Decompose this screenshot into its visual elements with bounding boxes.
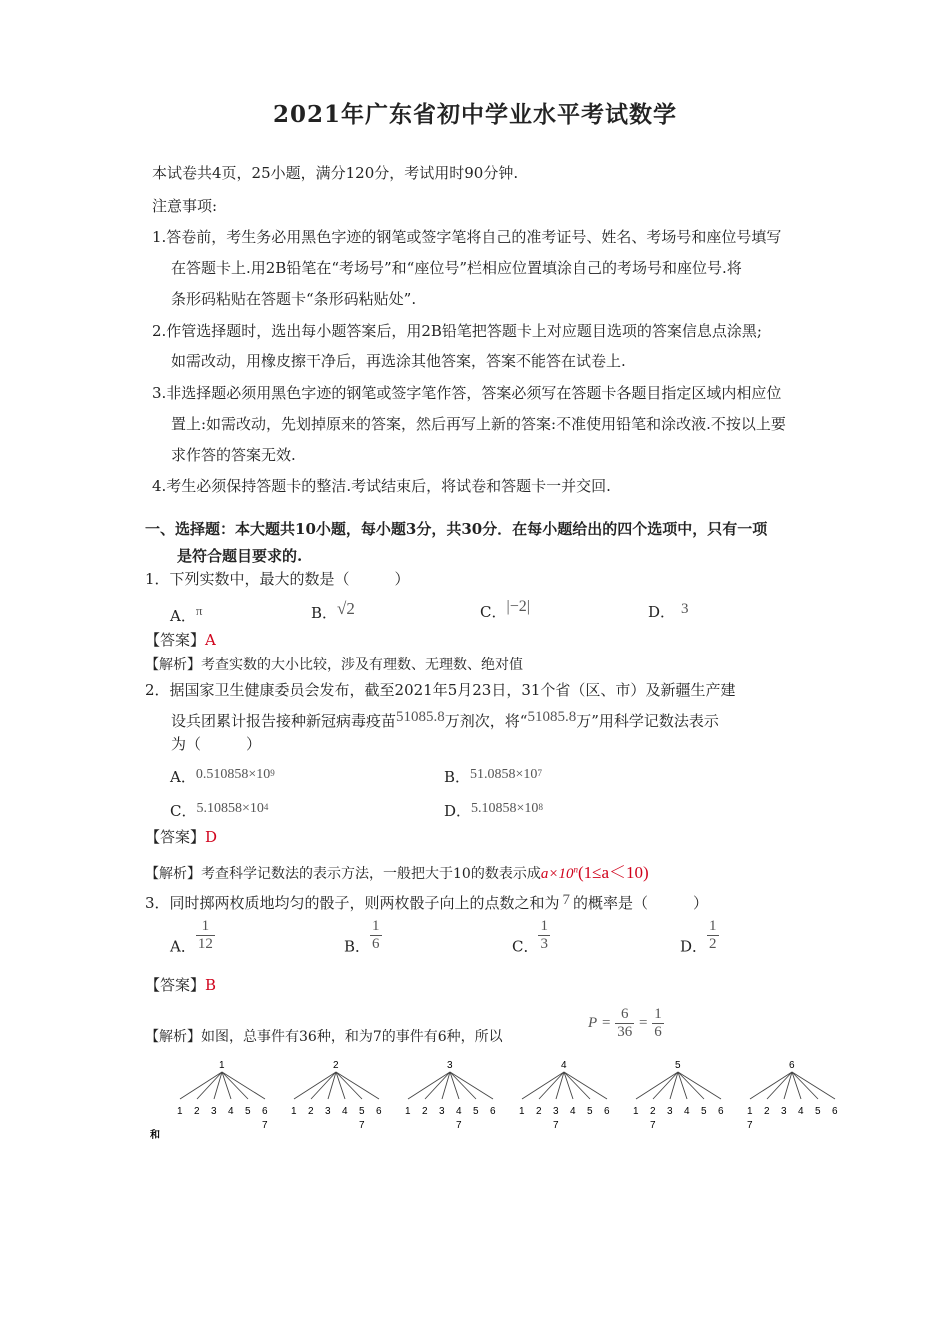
q2-stem-line-1: 2．据国家卫生健康委员会发布，截至2021年5月23日，31个省（区、市）及新疆生产建 [145,681,736,699]
tree-leaf-label: 1 [177,1106,183,1117]
q1-option-d [648,601,689,622]
notes-heading: 注意事项: [152,197,218,215]
formula-fraction-1 [615,1006,634,1041]
tree-leaf-label: 6 [718,1106,724,1117]
tree-leaf-label: 2 [422,1106,428,1117]
option-label: C． [170,802,197,820]
tree-leaf-label: 5 [701,1106,707,1117]
option-label: A． [170,937,196,956]
q2-option-d [444,800,543,821]
note-4-line-1: 4.考生必须保持答题卡的整洁.考试结束后，将试卷和答题卡一并交回. [152,477,611,495]
tree-root-label: 5 [675,1060,681,1071]
option-label: C． [512,937,539,956]
analysis-text: 如图，总事件有36种，和为7的事件有6种，所以 [201,1029,503,1045]
tree-sum-value: 7 [650,1120,656,1131]
tree-leaf-label: 2 [536,1106,542,1117]
tree-leaf-label: 2 [308,1106,314,1117]
tree-root-label: 2 [333,1060,339,1071]
tree-leaf-label: 4 [228,1106,234,1117]
formula-p: P [588,1015,598,1031]
analysis-label: 【解析】 [145,1029,201,1045]
fraction-numerator: 1 [654,1006,662,1022]
tree-leaf-label: 1 [291,1106,297,1117]
q1-option-b [311,599,355,623]
note-1-line-3: 条形码粘贴在答题卡“条形码粘贴处”. [171,290,417,308]
tree-leaf-label: 5 [359,1106,365,1117]
stem-number: 51085.8 [527,709,577,725]
q2-stem-line-2 [171,709,719,731]
option-value: √2 [337,599,355,618]
section-heading-line-2: 是符合题目要求的. [177,547,303,565]
option-label: B． [311,604,338,622]
tree-sum-label: 和 [150,1130,160,1141]
tree-sum-value: 7 [262,1120,268,1131]
tree-leaf-label: 6 [490,1106,496,1117]
tree-leaf-label: 3 [553,1106,559,1117]
page-title: 2021年广东省初中学业水平考试数学 [272,101,677,128]
answer-value: D [205,828,218,846]
option-value: 0.510858×10 [195,767,271,782]
fraction-numerator: 6 [615,1006,634,1024]
tree-leaf-label: 4 [684,1106,690,1117]
tree-leaf-label: 4 [456,1106,462,1117]
option-value: 5.10858×10 [471,801,539,816]
tree-leaf-label: 1 [519,1106,525,1117]
fraction-numerator: 1 [372,918,380,934]
stem-number: 51085.8 [396,709,445,725]
fraction-denominator: 6 [372,936,380,952]
answer-label: 【答案】 [145,828,206,846]
tree-leaf-label: 4 [342,1106,348,1117]
tree-leaf-label: 3 [439,1106,445,1117]
intro-text: 本试卷共4页，25小题，满分120分，考试用时90分钟. [152,164,519,182]
section-heading-line-1: 一、选择题：本大题共10小题，每小题3分，共30分．在每小题给出的四个选项中，只有一项 [145,520,768,538]
stem-number: 7 [562,892,571,908]
option-fraction [196,918,215,953]
option-label: A． [170,768,196,786]
q2-analysis [145,858,649,883]
q3-stem [145,892,708,913]
stem-text: 的概率是（ ） [573,894,709,912]
tree-leaf-label: 2 [650,1106,656,1117]
tree-sum-value: 7 [553,1120,559,1131]
q3-analysis [145,1026,503,1046]
option-label: B． [444,768,471,786]
q3-probability-formula: P = $\frac{6}{36}$ = $\frac{1}{6}$ [588,1006,662,1040]
option-label: B． [344,937,371,956]
tree-leaf-label: 3 [211,1106,217,1117]
q3-option-b [344,918,382,957]
tree-leaf-label: 6 [604,1106,610,1117]
tree-leaf-label: 6 [376,1106,382,1117]
tree-sum-value: 7 [359,1120,365,1131]
fraction-denominator: 2 [709,936,717,952]
fraction-denominator: 12 [197,936,213,952]
option-label: D． [648,603,676,621]
note-3-line-3: 求作答的答案无效. [171,446,296,464]
analysis-text: 考查实数的大小比较，涉及有理数、无理数、绝对值 [201,657,523,673]
analysis-formula-exponent: n [573,864,578,875]
option-value: π [195,603,203,618]
tree-leaf-label: 2 [764,1106,770,1117]
stem-text: 万剂次，将“ [444,712,528,730]
fraction-numerator: 1 [540,918,548,934]
q2-option-c [170,800,268,821]
tree-leaf-label: 1 [405,1106,411,1117]
stem-text: 设兵团累计报告接种新冠病毒疫苗 [171,712,397,730]
option-value: 5.10858×10 [196,801,264,816]
q3-option-a [170,918,215,957]
option-exponent: 7 [537,768,542,778]
analysis-label: 【解析】 [145,866,201,882]
tree-sum-value: 7 [747,1120,753,1131]
option-label: D． [444,802,472,820]
option-fraction [538,918,550,953]
tree-leaf-label: 5 [473,1106,479,1117]
option-exponent: 9 [270,768,275,778]
tree-leaf-label: 5 [815,1106,821,1117]
answer-value: B [205,976,217,994]
tree-leaf-label: 5 [245,1106,251,1117]
q2-answer [145,826,217,847]
answer-value: A [205,631,216,649]
q3-option-c [512,918,550,957]
note-3-line-1: 3.非选择题必须用黑色字迹的钢笔或签字笔作答，答案必须写在答题卡各题目指定区域内相应位 [152,384,782,402]
q3-answer [145,974,216,995]
option-fraction [707,918,719,953]
stem-text: 3．同时掷两枚质地均匀的骰子，则两枚骰子向上的点数之和为 [145,894,560,912]
fraction-numerator: 1 [196,918,215,936]
fraction-denominator: 36 [617,1024,633,1040]
dice-tree-diagram [140,1050,860,1150]
tree-leaf-label: 3 [667,1106,673,1117]
q1-option-c [480,598,530,622]
q1-option-a [170,603,202,626]
tree-leaf-label: 1 [747,1106,753,1117]
q1-answer [145,629,216,650]
tree-leaf-label: 5 [587,1106,593,1117]
tree-leaf-label: 6 [832,1106,838,1117]
q2-stem-line-3: 为（ ） [171,735,262,753]
q2-option-b [444,766,542,787]
tree-sum-value: 7 [456,1120,462,1131]
q1-analysis [145,654,523,674]
option-label: D． [680,937,708,956]
analysis-label: 【解析】 [145,657,201,673]
option-label: A． [170,607,196,625]
tree-root-label: 4 [561,1060,567,1071]
answer-label: 【答案】 [145,631,206,649]
option-label: C． [480,603,507,621]
option-fraction [370,918,382,953]
answer-label: 【答案】 [145,976,206,994]
option-exponent: 4 [263,802,269,812]
fraction-denominator: 3 [540,936,548,952]
q3-option-d [680,918,719,957]
tree-leaf-label: 3 [325,1106,331,1117]
fraction-denominator: 6 [654,1024,662,1040]
tree-leaf-label: 2 [194,1106,200,1117]
q2-option-a [170,766,275,787]
option-exponent: 8 [538,802,543,812]
tree-root-label: 6 [789,1060,795,1071]
tree-leaf-label: 1 [633,1106,639,1117]
tree-leaf-label: 3 [781,1106,787,1117]
tree-leaf-label: 4 [570,1106,576,1117]
stem-text: 万”用科学记数法表示 [576,712,719,730]
fraction-numerator: 1 [709,918,717,934]
option-value: |−2| [506,598,530,615]
note-1-line-1: 1.答卷前，考生务必用黑色字迹的钢笔或签字笔将自己的准考证号、姓名、考场号和座位号填写 [152,228,782,246]
tree-root-label: 1 [219,1060,225,1071]
note-1-line-2: 在答题卡上.用2B铅笔在“考场号”和“座位号”栏相应位置填涂自己的考场号和座位号.将 [171,259,742,277]
note-2-line-1: 2.作管选择题时，选出每小题答案后，用2B铅笔把答题卡上对应题目选项的答案信息点涂黑; [152,322,762,340]
formula-fraction-2 [652,1006,664,1041]
tree-root-label: 3 [447,1060,453,1071]
analysis-formula: a×10 [540,866,574,882]
tree-leaf-label: 4 [798,1106,804,1117]
note-2-line-2: 如需改动，用橡皮擦干净后，再选涂其他答案，答案不能答在试卷上. [171,352,626,370]
analysis-formula-range: (1≤a＜10) [577,863,649,882]
q1-stem: 1．下列实数中，最大的数是（ ） [145,570,410,588]
note-3-line-2: 置上:如需改动，先划掉原来的答案，然后再写上新的答案:不准使用铅笔和涂改液.不按以上要 [171,415,786,433]
option-value: 3 [681,601,689,617]
option-value: 51.0858×10 [470,767,538,782]
tree-leaf-label: 6 [262,1106,268,1117]
analysis-text: 考查科学记数法的表示方法，一般把大于10的数表示成 [201,866,541,882]
